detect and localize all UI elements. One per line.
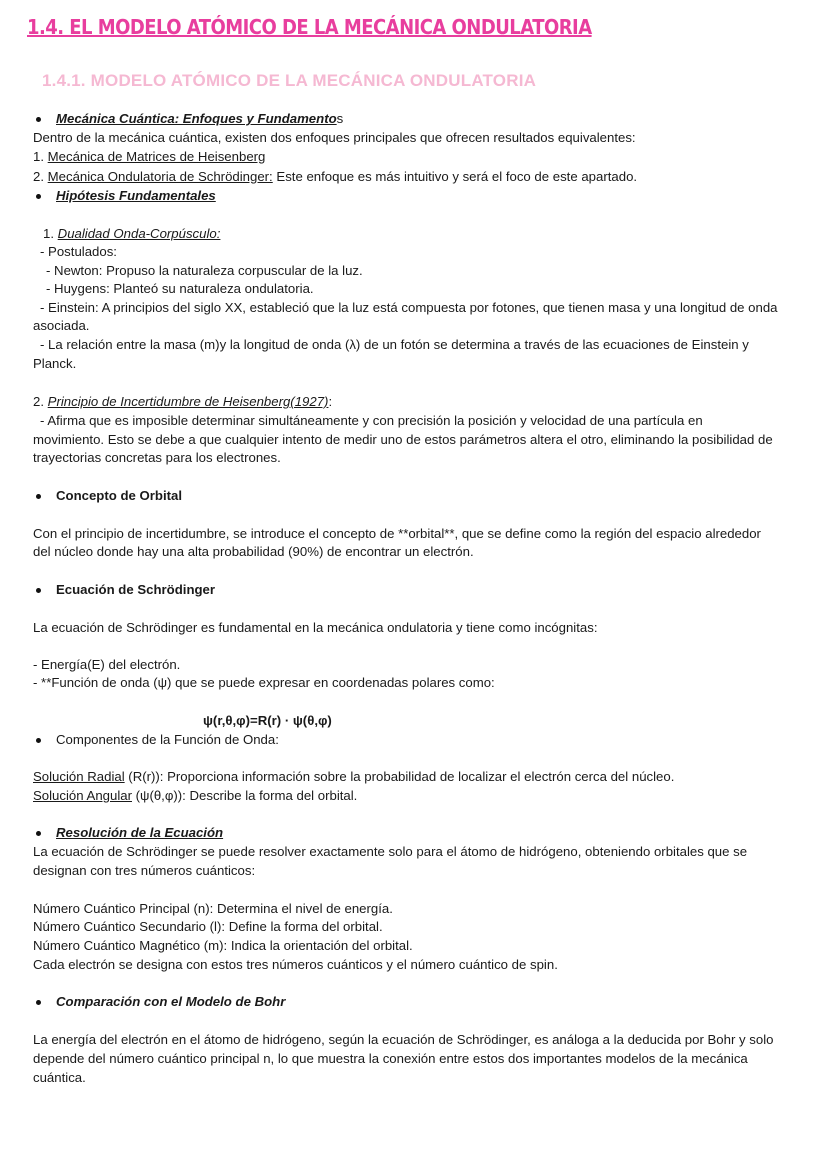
text-line: cuántica.	[33, 1070, 86, 1085]
text-line: La ecuación de Schrödinger se puede resolver exactamente solo para el átomo de hidrógeno, obteniendo orbitales que se	[33, 844, 748, 859]
subheading-dualidad: 1. Dualidad Onda-Corpúsculo:	[43, 226, 221, 241]
heading-comparacion-bohr: Comparación con el Modelo de Bohr	[56, 994, 286, 1009]
bullet-icon	[36, 1000, 41, 1005]
text-line: - Einstein: A principios del siglo XX, estableció que la luz está compuesta por fotones, que tienen masa y una longitud de onda	[40, 300, 778, 315]
text-line: - Afirma que es imposible determinar simultáneamente y con precisión la posición y velocidad de una partícula en	[40, 413, 703, 428]
subheading-incertidumbre: 2. Principio de Incertidumbre de Heisenberg(1927):	[33, 394, 333, 409]
text-line: asociada.	[33, 318, 90, 333]
text-line: - Postulados:	[40, 244, 117, 259]
text-line: Con el principio de incertidumbre, se introduce el concepto de **orbital**, que se define como la región del espacio alrededor	[33, 526, 761, 541]
text-line: trayectorias concretas para los electrones.	[33, 450, 281, 465]
list-item: Número Cuántico Secundario (l): Define la forma del orbital.	[33, 919, 383, 934]
bullet-icon	[36, 588, 41, 593]
text-line: - Energía(E) del electrón.	[33, 657, 181, 672]
text-line: - **Función de onda (ψ) que se puede expresar en coordenadas polares como:	[33, 675, 495, 690]
list-item: Número Cuántico Principal (n): Determina el nivel de energía.	[33, 901, 393, 916]
bullet-icon	[36, 117, 41, 122]
bullet-icon	[36, 494, 41, 499]
text-line: Solución Angular (ψ(θ,φ)): Describe la forma del orbital.	[33, 788, 358, 803]
heading-hipotesis: Hipótesis Fundamentales	[56, 188, 216, 203]
text-line: - Newton: Propuso la naturaleza corpuscular de la luz.	[46, 263, 363, 278]
section-subtitle: 1.4.1. MODELO ATÓMICO DE LA MECÁNICA ONDULATORIA	[42, 71, 537, 90]
paragraph: Dentro de la mecánica cuántica, existen dos enfoques principales que ofrecen resultados equivalentes:	[33, 130, 636, 145]
page-title: 1.4. EL MODELO ATÓMICO DE LA MECÁNICA ONDULATORIA	[27, 15, 592, 39]
text-line: - La relación entre la masa (m)y la longitud de onda (λ) de un fotón se determina a través de las ecuaciones de Einstein y	[40, 337, 749, 352]
text-line: - Huygens: Planteó su naturaleza ondulatoria.	[46, 281, 314, 296]
text-line: La energía del electrón en el átomo de hidrógeno, según la ecuación de Schrödinger, es análoga a la deducida por Bohr y solo	[33, 1032, 774, 1047]
text-line: depende del número cuántico principal n, lo que muestra la conexión entre estos dos importantes modelos de la mecánica	[33, 1051, 748, 1066]
heading-mecanica-cuantica: Mecánica Cuántica: Enfoques y Fundamentos	[56, 111, 344, 126]
text-line: designan con tres números cuánticos:	[33, 863, 256, 878]
heading-componentes: Componentes de la Función de Onda:	[56, 732, 279, 747]
text-line: del núcleo donde hay una alta probabilidad (90%) de encontrar un electrón.	[33, 544, 474, 559]
text-line: Solución Radial (R(r)): Proporciona información sobre la probabilidad de localizar el electrón cerca del núcleo.	[33, 769, 675, 784]
bullet-icon	[36, 738, 41, 743]
heading-schrodinger: Ecuación de Schrödinger	[56, 582, 216, 597]
bullet-icon	[36, 194, 41, 199]
list-item: Número Cuántico Magnético (m): Indica la orientación del orbital.	[33, 938, 413, 953]
bullet-icon	[36, 831, 41, 836]
text-line: Planck.	[33, 356, 77, 371]
text-line: La ecuación de Schrödinger es fundamental en la mecánica ondulatoria y tiene como incógnitas:	[33, 620, 598, 635]
list-item: 2. Mecánica Ondulatoria de Schrödinger: Este enfoque es más intuitivo y será el foco de este apartado.	[33, 169, 638, 184]
heading-orbital: Concepto de Orbital	[56, 488, 183, 503]
list-item: 1. Mecánica de Matrices de Heisenberg	[33, 149, 266, 164]
heading-resolucion: Resolución de la Ecuación	[56, 825, 224, 840]
list-item: Cada electrón se designa con estos tres números cuánticos y el número cuántico de spin.	[33, 957, 558, 972]
text-line: movimiento. Esto se debe a que cualquier intento de medir uno de estos parámetros altera el otro, eliminando la posibilidad de	[33, 432, 773, 447]
wave-equation: ψ(r,θ,φ)=R(r) · ψ(θ,φ)	[203, 713, 332, 728]
